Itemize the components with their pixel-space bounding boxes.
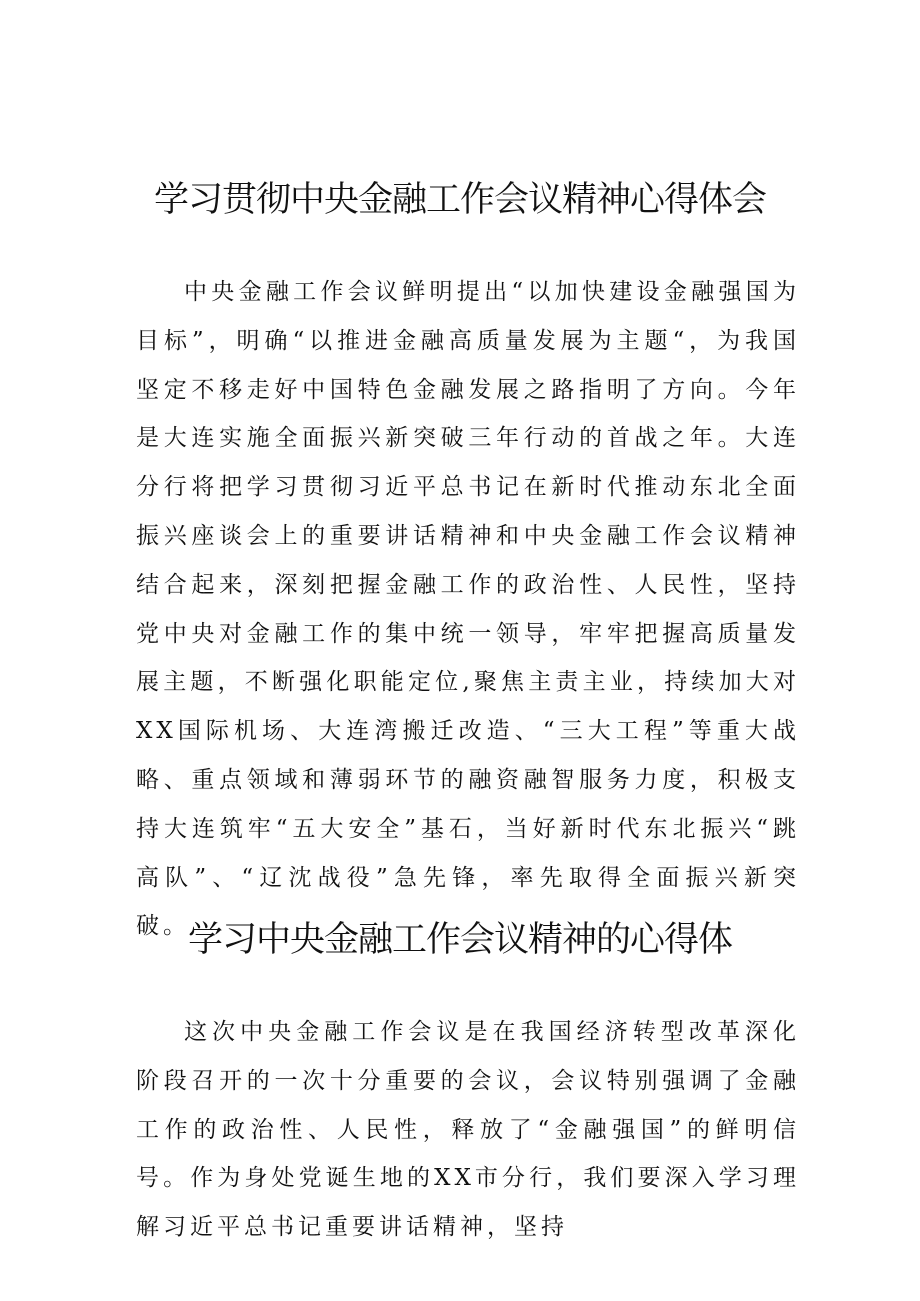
section-paragraph-2: 这次中央金融工作会议是在我国经济转型改革深化阶段召开的一次十分重要的会议，会议特别强调了金融工作的政治性、人民性，释放了“金融强国”的鲜明信号。作为身处党诞生地的XX市分行，我们要深入学习理解习近平总书记重要讲话精神，坚持 [136,1019,800,1241]
section-paragraph-1: 中央金融工作会议鲜明提出“以加快建设金融强国为目标”，明确“以推进金融高质量发展为主题“，为我国坚定不移走好中国特色金融发展之路指明了方向。今年是大连实施全面振兴新突破三年行动的首战之年。大连分行将把学习贯彻习近平总书记在新时代推动东北全面振兴座谈会上的重要讲话精神和中央金融工作会议精神结合起来，深刻把握金融工作的政治性、人民性，坚持党中央对金融工作的集中统一领导，牢牢把握高质量发展主题，不断强化职能定位,聚焦主责主业，持续加大对XX国际机场、大连湾搬迁改造、“三大工程”等重大战略、重点领域和薄弱环节的融资融智服务力度，积极支持大连筑牢“五大安全”基石，当好新时代东北振兴“跳高队”、“辽沈战役”急先锋，率先取得全面振兴新突破。 [136,279,800,940]
section-title-1: 学习贯彻中央金融工作会议精神心得体会 [153,180,766,220]
section-title-2: 学习中央金融工作会议精神的心得体 [187,920,732,960]
